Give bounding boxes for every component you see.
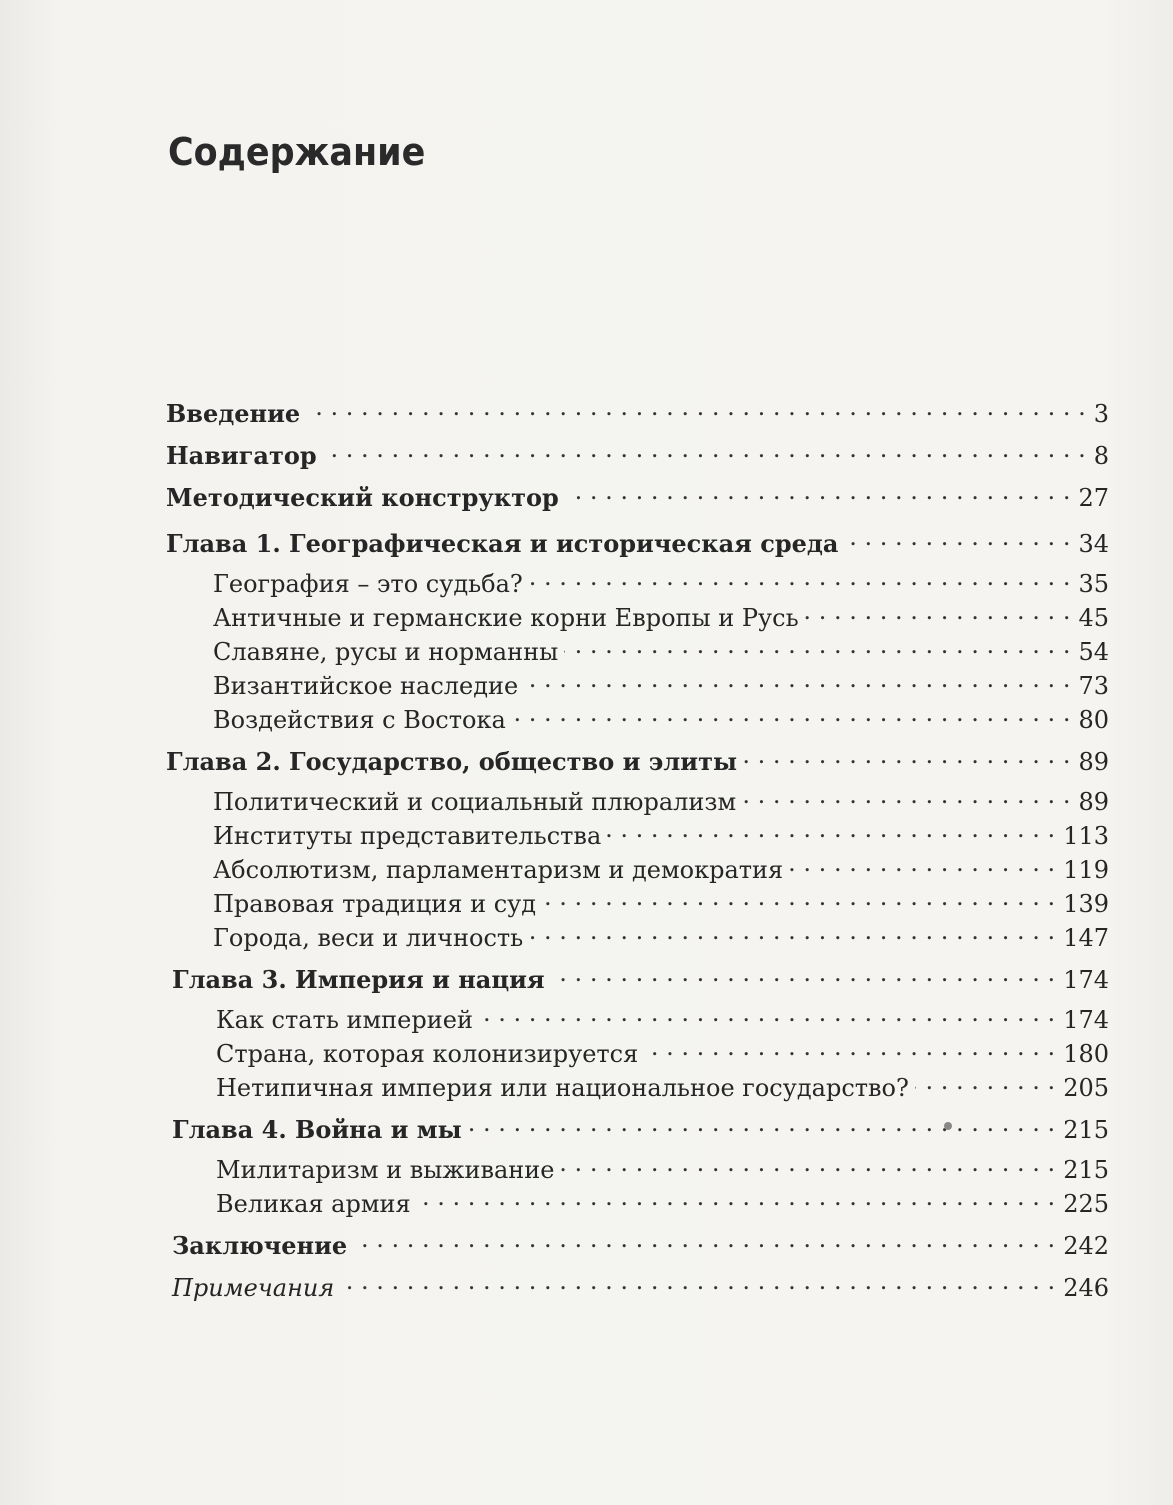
toc-page-number: 205 xyxy=(1063,1074,1109,1102)
toc-entry-label: География – это судьба? xyxy=(213,570,523,598)
toc-entry-label: Глава 1. Географическая и историческая среда xyxy=(166,529,839,558)
toc-entry-label: Нетипичная империя или национальное государство? xyxy=(216,1074,909,1102)
toc-entry-become-empire[interactable] xyxy=(216,998,1109,1034)
toc-entry-label: Методический конструктор xyxy=(166,483,559,512)
toc-entry-label: Античные и германские корни Европы и Русь xyxy=(213,604,799,632)
leader-dots xyxy=(607,814,1055,844)
toc-page-number: 89 xyxy=(1078,788,1109,816)
toc-entry-notes[interactable] xyxy=(172,1266,1109,1302)
toc-page-number: 27 xyxy=(1078,484,1109,512)
toc-entry-label: Глава 2. Государство, общество и элиты xyxy=(166,747,737,776)
leader-dots xyxy=(551,958,1056,988)
toc-entry-chapter-3[interactable] xyxy=(172,958,1109,994)
toc-entry-slavs-rus-normans[interactable] xyxy=(213,630,1109,666)
toc-entry-navigator[interactable] xyxy=(166,434,1109,470)
toc-entry-label: Глава 3. Империя и нация xyxy=(172,965,545,994)
toc-page-number: 180 xyxy=(1063,1040,1109,1068)
leader-dots xyxy=(742,780,1070,810)
toc-page-number: 3 xyxy=(1093,400,1109,428)
toc-page-number: 35 xyxy=(1078,570,1109,598)
toc-entry-label: Великая армия xyxy=(216,1190,411,1218)
toc-entry-label: Навигатор xyxy=(166,441,317,470)
toc-entry-label: Введение xyxy=(166,399,301,428)
leader-dots xyxy=(529,916,1055,946)
toc-entry-ancient-roots[interactable] xyxy=(213,596,1109,632)
leader-dots xyxy=(417,1182,1056,1212)
toc-page-number: 246 xyxy=(1063,1274,1109,1302)
leader-dots xyxy=(915,1066,1055,1096)
toc-entry-label: Заключение xyxy=(172,1231,348,1260)
toc-entry-geography-fate[interactable] xyxy=(213,562,1109,598)
toc-entry-label: Как стать империей xyxy=(216,1006,473,1034)
toc-entry-label: Примечания xyxy=(172,1274,335,1302)
toc-page-number: 119 xyxy=(1063,856,1109,884)
toc-page-number: 242 xyxy=(1063,1232,1109,1260)
page-title: Содержание xyxy=(168,130,426,174)
toc-entry-label: Воздействия с Востока xyxy=(213,706,506,734)
leader-dots xyxy=(542,882,1055,912)
toc-entry-label: Глава 4. Война и мы xyxy=(172,1115,462,1144)
leader-dots xyxy=(340,1266,1055,1296)
toc-page-number: 225 xyxy=(1063,1190,1109,1218)
toc-entry-label: Институты представительства xyxy=(213,822,602,850)
toc-page-number: 89 xyxy=(1078,748,1109,776)
leader-dots xyxy=(353,1224,1055,1254)
toc-page-number: 147 xyxy=(1063,924,1109,952)
leader-dots xyxy=(844,522,1070,552)
toc-page-number: 54 xyxy=(1078,638,1109,666)
toc-page-number: 215 xyxy=(1063,1156,1109,1184)
leader-dots xyxy=(743,740,1070,770)
toc-page-number: 45 xyxy=(1078,604,1109,632)
toc-entry-label: Города, веси и личность xyxy=(213,924,524,952)
leader-dots xyxy=(524,664,1070,694)
toc-page-number: 80 xyxy=(1078,706,1109,734)
toc-page-number: 174 xyxy=(1063,1006,1109,1034)
toc-page-number: 73 xyxy=(1078,672,1109,700)
toc-entry-introduction[interactable] xyxy=(166,392,1109,428)
toc-page-number: 113 xyxy=(1063,822,1109,850)
toc-entry-chapter-2[interactable] xyxy=(166,740,1109,776)
toc-entry-chapter-4[interactable] xyxy=(172,1108,1109,1144)
toc-page-number: 215 xyxy=(1063,1116,1109,1144)
leader-dots xyxy=(479,998,1055,1028)
toc-entry-militarism[interactable] xyxy=(216,1148,1109,1184)
toc-page-number: 8 xyxy=(1093,442,1109,470)
toc-entry-representation[interactable] xyxy=(213,814,1109,850)
toc-page-number: 139 xyxy=(1063,890,1109,918)
toc-entry-colonizing-country[interactable] xyxy=(216,1032,1109,1068)
leader-dots xyxy=(512,698,1071,728)
ink-dot xyxy=(944,1122,952,1130)
toc-entry-label: Славяне, русы и норманны xyxy=(213,638,559,666)
toc-entry-eastern-influences[interactable] xyxy=(213,698,1109,734)
toc-entry-pluralism[interactable] xyxy=(213,780,1109,816)
toc-entry-chapter-1[interactable] xyxy=(166,522,1109,558)
toc-entry-byzantine-heritage[interactable] xyxy=(213,664,1109,700)
leader-dots xyxy=(529,562,1071,592)
leader-dots xyxy=(560,1148,1055,1178)
leader-dots xyxy=(323,434,1086,464)
leader-dots xyxy=(789,848,1055,878)
toc-entry-cities[interactable] xyxy=(213,916,1109,952)
leader-dots xyxy=(306,392,1086,422)
toc-entry-method-constructor[interactable] xyxy=(166,476,1109,512)
toc-entry-absolutism[interactable] xyxy=(213,848,1109,884)
leader-dots xyxy=(805,596,1071,626)
leader-dots xyxy=(644,1032,1055,1062)
toc-entry-conclusion[interactable] xyxy=(172,1224,1109,1260)
toc-entry-label: Правовая традиция и суд xyxy=(213,890,537,918)
toc-entry-label: Милитаризм и выживание xyxy=(216,1156,555,1184)
toc-page-number: 34 xyxy=(1078,530,1109,558)
leader-dots xyxy=(565,476,1071,506)
toc-entry-great-army[interactable] xyxy=(216,1182,1109,1218)
toc-entry-label: Страна, которая колонизируется xyxy=(216,1040,639,1068)
leader-dots xyxy=(564,630,1070,660)
toc-entry-legal-tradition[interactable] xyxy=(213,882,1109,918)
toc-entry-label: Византийское наследие xyxy=(213,672,519,700)
leader-dots xyxy=(468,1108,1056,1138)
toc-entry-label: Абсолютизм, парламентаризм и демократия xyxy=(213,856,784,884)
toc-entry-label: Политический и социальный плюрализм xyxy=(213,788,737,816)
toc-entry-atypical-empire[interactable] xyxy=(216,1066,1109,1102)
toc-page-number: 174 xyxy=(1063,966,1109,994)
